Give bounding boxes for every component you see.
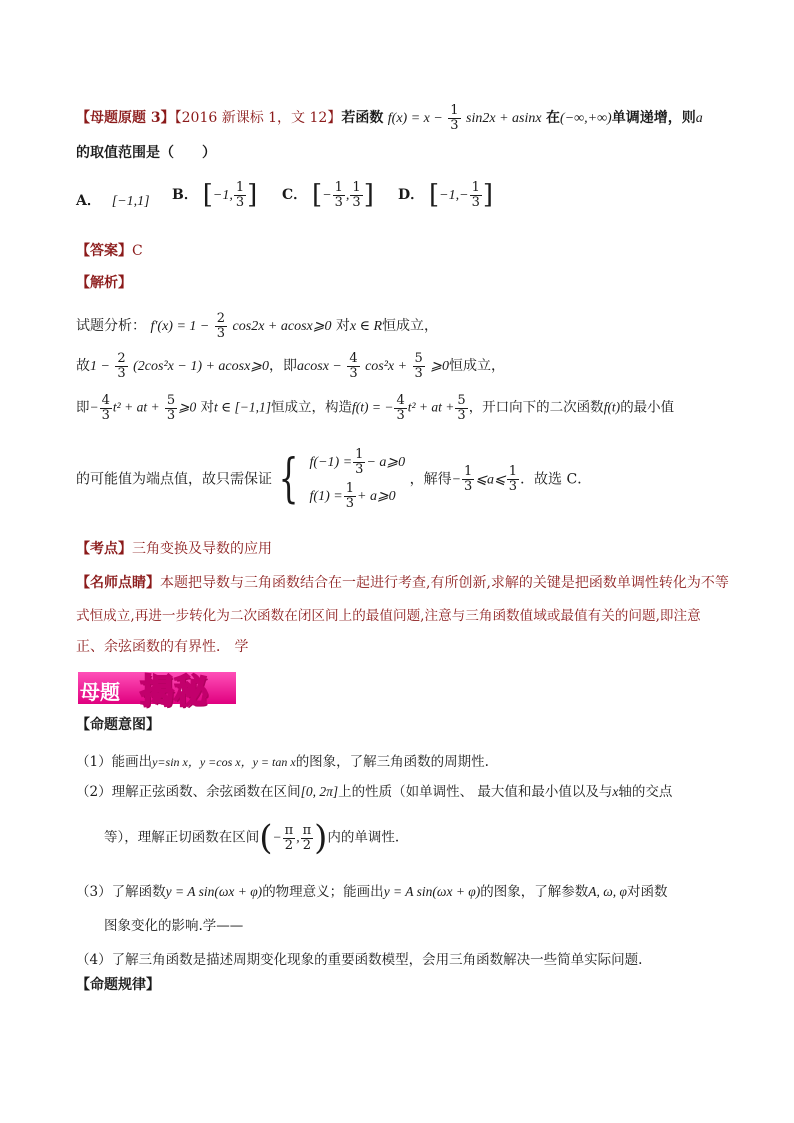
kaodian-line: 【考点】三角变换及导数的应用 [76, 541, 272, 557]
problem-line-2: 的取值范围是（ ） [76, 145, 216, 161]
analysis-line-2: 故1 − $\frac{2}{3}$ (2cos²x − 1) + acosx⩾0，即acosx − $\frac{4}{3}$ cos²x + $\frac{5}{3}$ ⩾0恒成立， [76, 351, 506, 381]
stem-pre: 若函数 [341, 110, 384, 127]
intent-item-1: （1）能画出y=sin x，y =cos x，y = tan x的图象，了解三角函数的周期性. [76, 754, 489, 770]
option-a[interactable]: A． [−1,1] [76, 193, 150, 209]
analysis-label: 【解析】 [76, 275, 132, 291]
intent-item-3b: 图象变化的影响.学—— [104, 918, 244, 934]
analysis-line-3: 即− $\frac{4}{3}$ t² + at + $\frac{5}{3}$ ⩾0 对t ∈ [−1,1]恒成立，构造f(t) = − $\frac{4}{3}$ t² + at + $\frac{5}{3}$ ，开口向下的二次函数f(t)的最小值 [76, 393, 675, 423]
banner-right-text: 揭秘 [140, 672, 208, 712]
rule-label: 【命题规律】 [76, 977, 160, 993]
banner-left-text: 母题 [80, 680, 120, 704]
intent-item-2: （2）理解正弦函数、余弦函数在区间[0, 2π]上的性质（如单调性、 最大值和最小值以及与x轴的交点 [76, 784, 673, 800]
func-rest: sin2x + asinx [466, 111, 542, 127]
option-d[interactable]: D． [−1,− $\frac{1}{3}$ ] [398, 179, 494, 210]
analysis-line-4: 的可能值为端点值，故只需保证 { f(−1) = $\frac{1}{3}$ − a⩾0 f(1) = $\frac{1}{3}$ + a⩾0 ，解得− $\frac{1}{3}$ ⩽a⩽ $\frac{1}{3}$ ．故选 C． [76, 447, 592, 511]
interval: (−∞,+∞) [560, 111, 612, 127]
mingshi-line-2: 式恒成立,再进一步转化为二次函数在闭区间上的最值问题,注意与三角函数值域或最值有关的问题,即注意 [76, 608, 701, 624]
answer-value: C [132, 243, 143, 259]
func-frac: $\frac{1}{3}$ [450, 103, 459, 133]
answer-label: 【答案】 [76, 243, 132, 259]
var-a: a [695, 111, 703, 127]
answer-line [76, 240, 143, 260]
stem-post: 单调递增，则 [611, 110, 696, 127]
option-c[interactable]: C． [− $\frac{1}{3}$ , $\frac{1}{3}$ ] [282, 179, 374, 210]
mingshi-line-1: 【名师点睛】本题把导数与三角函数结合在一起进行考查,有所创新,求解的关键是把函数单调性转化为不等 [76, 575, 729, 591]
stem-mid: 在 [546, 110, 561, 127]
problem-source: 【2016 新课标 1，文 12】 [174, 110, 342, 127]
mingshi-line-3: 正、余弦函数的有界性． 学 [76, 639, 249, 655]
intent-item-4: （4）了解三角函数是描述周期变化现象的重要函数模型，会用三角函数解决一些简单实际问题. [76, 952, 643, 968]
problem-line-1 [76, 104, 703, 132]
problem-tag: 【母题原题 3】 [76, 110, 175, 127]
option-b[interactable]: B． [−1, $\frac{1}{3}$ ] [172, 179, 258, 210]
intent-label: 【命题意图】 [76, 717, 160, 733]
intent-item-3: （3）了解函数y = A sin(ωx + φ)的物理意义；能画出y = A sin(ωx + φ)的图象，了解参数A, ω, φ对函数 [76, 884, 668, 900]
func-fx: f(x) = x − [387, 111, 443, 127]
analysis-line-1: 试题分析： f′(x) = 1 − $\frac{2}{3}$ cos2x + acosx⩾0 对x ∈ R恒成立， [76, 311, 439, 341]
intent-item-2b: 等），理解正切函数在区间(− $\frac{\pi}{2}$ , $\frac{\pi}{2}$ )内的单调性. [104, 818, 400, 858]
